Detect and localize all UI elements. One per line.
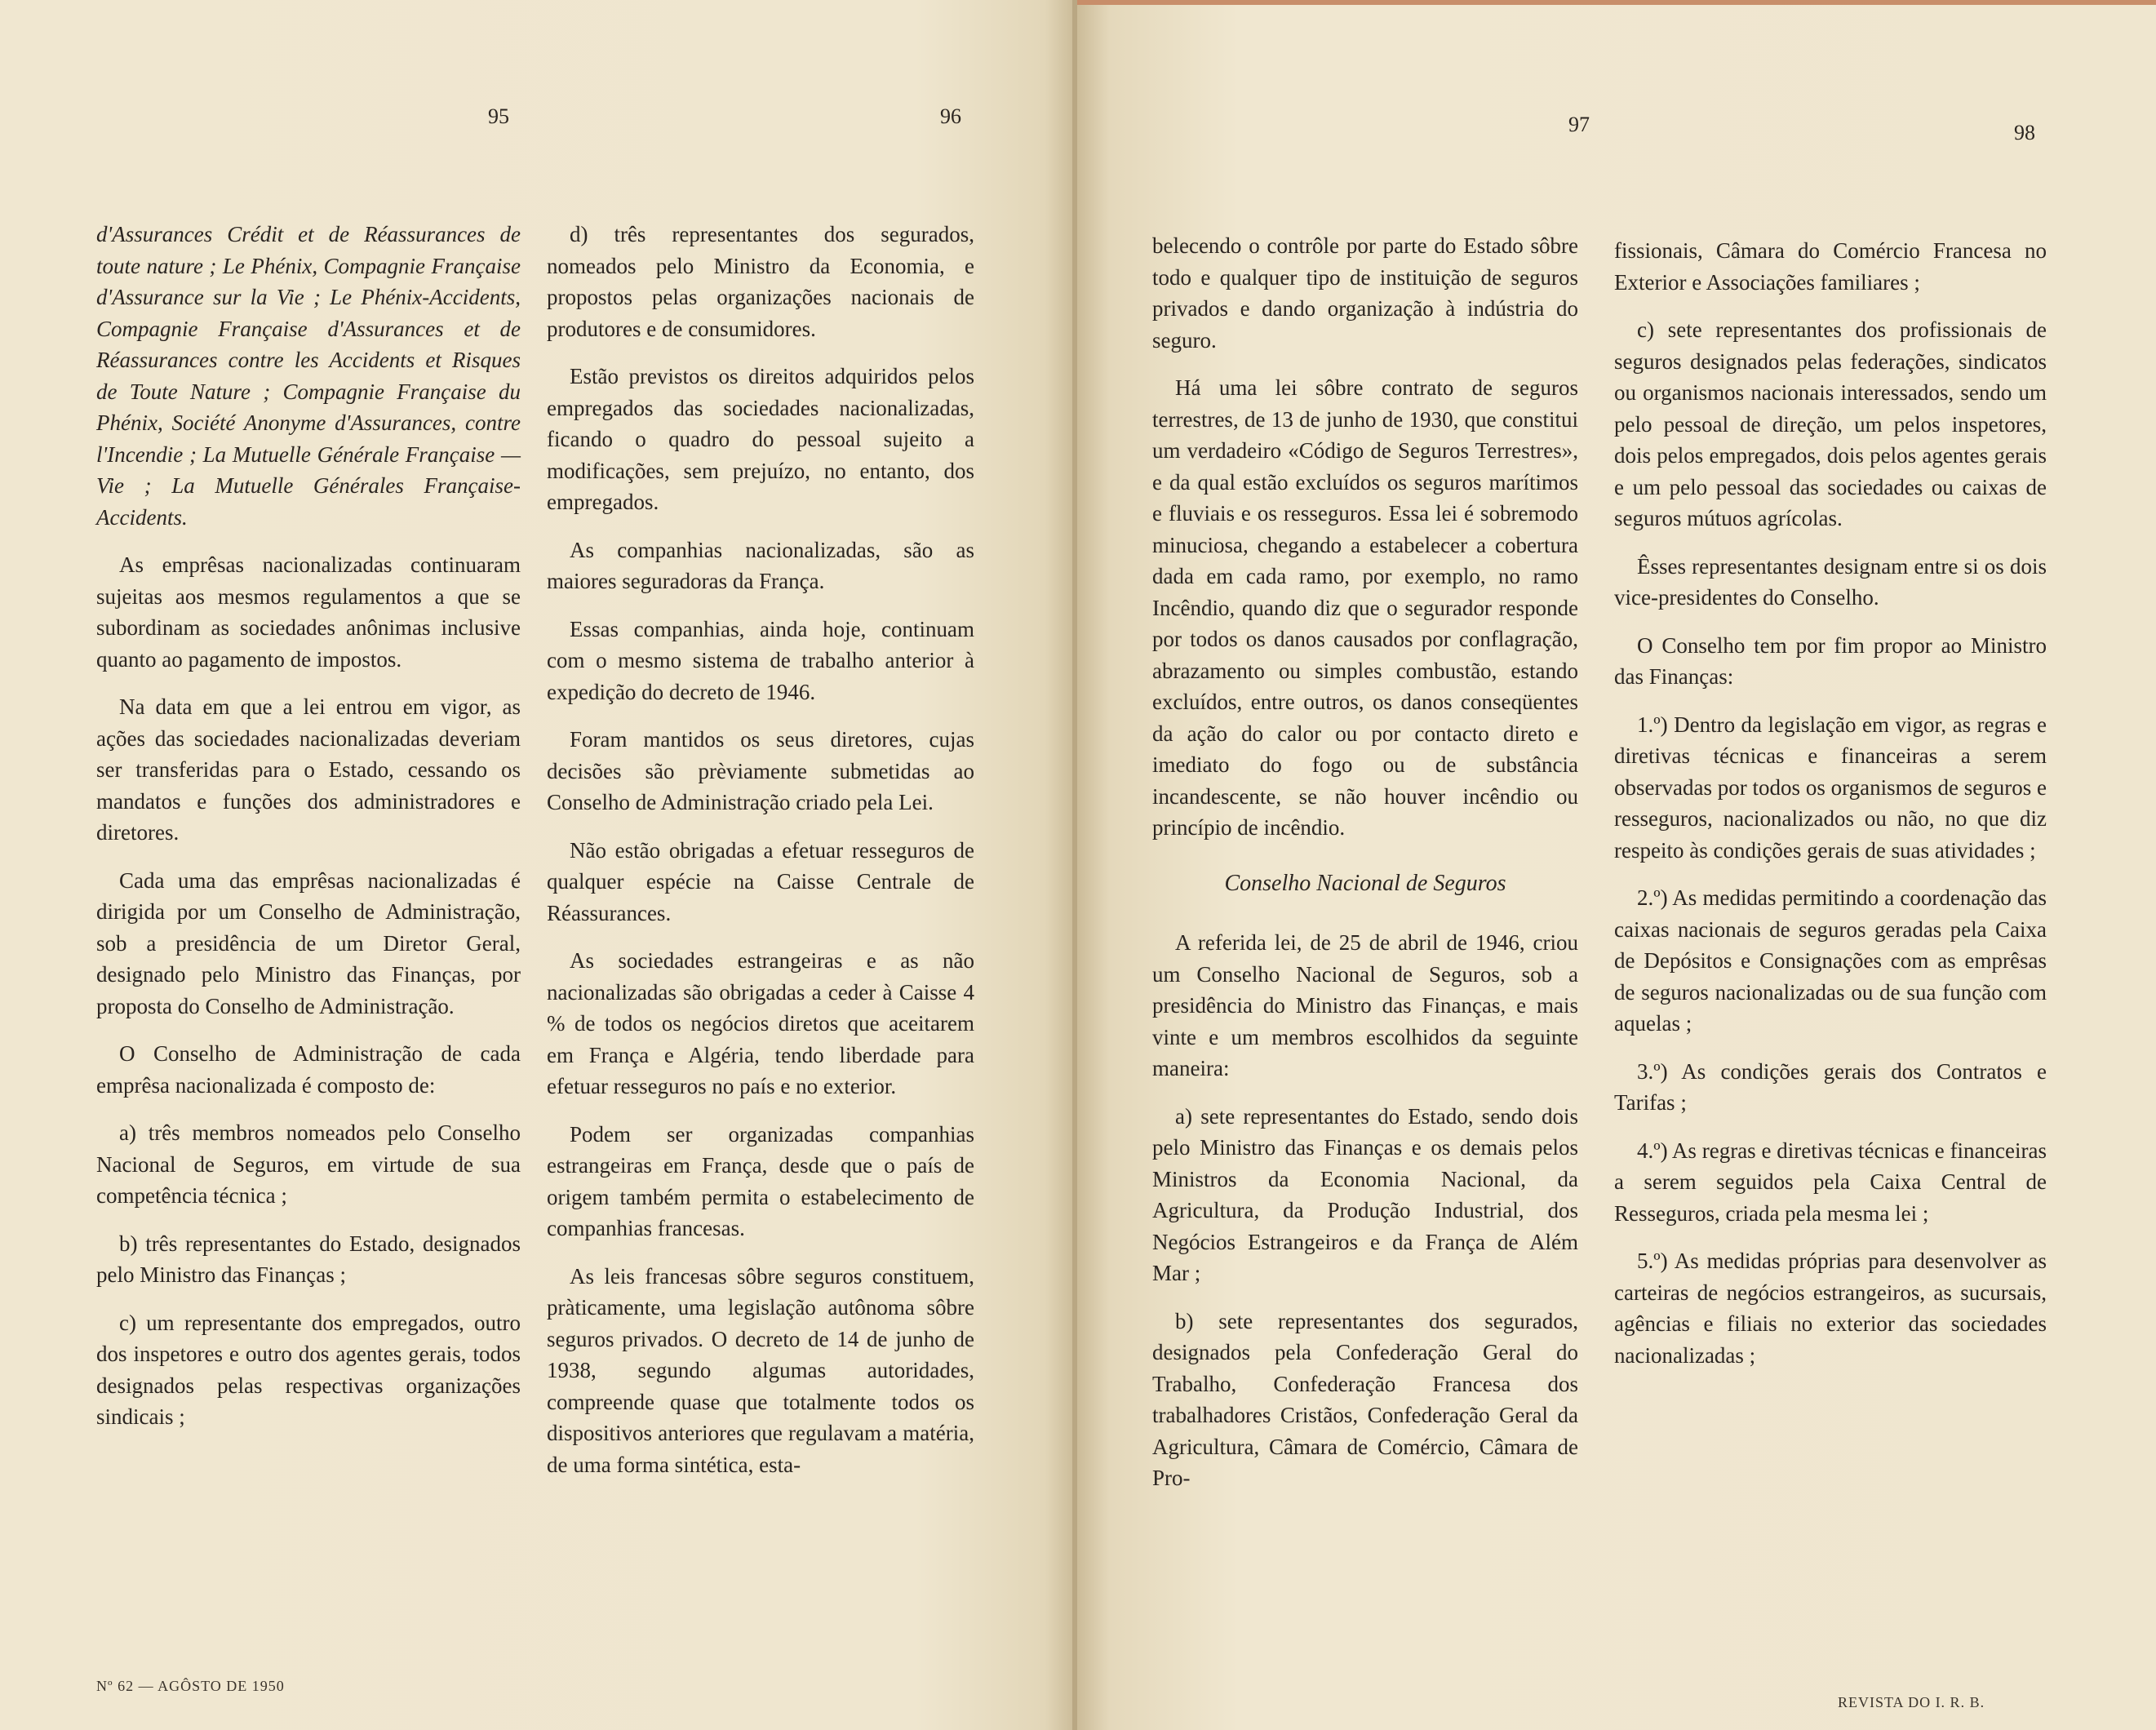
paragraph: O Conselho tem por fim propor ao Ministro das Finanças: [1614, 632, 2047, 689]
page-number-95: 95 [488, 104, 509, 128]
paragraph: Essas companhias, ainda hoje, continuam com o mesmo sistema de trabalho anterior à expedição do decreto de 1946. [547, 616, 974, 704]
column-page-96 [547, 219, 974, 1497]
right-page [1077, 0, 2156, 1730]
list-item: b) três representantes do Estado, designados pelo Ministro das Finanças ; [96, 1231, 521, 1287]
paragraph: O Conselho de Administração de cada emprêsa nacionalizada é composto de: [96, 1041, 521, 1098]
list-item: a) três membros nomeados pelo Conselho Nacional de Seguros, em virtude de sua competência técnica ; [96, 1120, 521, 1208]
paragraph: As sociedades estrangeiras e as não nacionalizadas são obrigadas a ceder à Caisse 4 % de todos os negócios diretos que aceitarem em França e Algéria, tendo liberdade para efetuar resseguros no país e no exterior. [547, 948, 974, 1098]
page-number-97: 97 [1568, 113, 1590, 136]
paragraph: Na data em que a lei entrou em vigor, as ações das sociedades nacionalizadas deveriam ser transferidas para o Estado, cessando os mandatos e funções dos administradores e diretores. [96, 694, 521, 845]
paragraph: Cada uma das emprêsas nacionalizadas é dirigida por um Conselho de Administração, sob a presidência de um Diretor Geral, designado pelo Ministro das Finanças, por proposta do Conselho de Administração. [96, 867, 521, 1018]
list-item: a) sete representantes do Estado, sendo dois pelo Ministro das Finanças e os demais pelos Ministros da Economia Nacional, da Agricultura, da Produção Industrial, dos Negócios Estrangeiros e da França de Além Mar ; [1152, 1103, 1578, 1285]
column-page-97 [1152, 230, 1578, 1510]
left-page [0, 0, 1077, 1730]
paragraph: Podem ser organizadas companhias estrangeiras em França, desde que o país de origem também permita o estabelecimento de companhias francesas. [547, 1121, 974, 1240]
list-item: 2.º) As medidas permitindo a coordenação das caixas nacionais de seguros geradas pela Caixa de Depósitos e Consignações com as emprêsas de seguros nacionalizadas ou de sua função com aquelas ; [1614, 885, 2047, 1036]
paragraph: belecendo o contrôle por parte do Estado sôbre todo e qualquer tipo de instituição de seguros privados e dando organização à indústria do seguro. [1152, 233, 1578, 353]
paragraph: As emprêsas nacionalizadas continuaram sujeitas aos mesmos regulamentos a que se subordinam as sociedades anônimas inclusive quanto ao pagamento de impostos. [96, 552, 521, 672]
list-item: 3.º) As condições gerais dos Contratos e Tarifas ; [1614, 1058, 2047, 1115]
list-item: 1.º) Dentro da legislação em vigor, as regras e diretivas técnicas e financeiras a serem observadas por todos os organismos de seguros e resseguros, nacionalizados ou não, no que diz respeito às condições gerais de suas atividades ; [1614, 712, 2047, 863]
page-number-96: 96 [940, 104, 961, 128]
footer-journal: REVISTA DO I. R. B. [1838, 1694, 1985, 1710]
page-number-98: 98 [2014, 121, 2035, 144]
list-item: c) sete representantes dos profissionais de seguros designados pelas federações, sindicatos ou organismos nacionais interessados, sendo um pelo pessoal de direção, um pelos inspetores, dois pelos empregados, dois pelos agentes gerais e um pelo pessoal das sociedades ou caixas de seguros mútuos agrícolas. [1614, 317, 2047, 530]
paragraph: Êsses representantes designam entre si os dois vice-presidentes do Conselho. [1614, 553, 2047, 610]
paragraph: fissionais, Câmara do Comércio Francesa no Exterior e Associações familiares ; [1614, 238, 2047, 295]
paragraph: Há uma lei sôbre contrato de seguros terrestres, de 13 de junho de 1930, que constitui um verdadeiro «Código de Seguros Terrestres», e da qual estão excluídos os seguros marítimos e fluviais e os resseguros. Essa lei é sobremodo minuciosa, chegando a estabelecer a cobertura dada em cada ramo, por exemplo, no ramo Incêndio, quando diz que o segurador responde por todos os danos causados por conflagração, abrazamento ou simples combustão, estando excluídos, entre outros, os danos conseqüentes da ação do calor ou por contacto direto e imediato do fogo ou de substância incandescente, se não houver incêndio ou princípio de incêndio. [1152, 375, 1578, 840]
paragraph: Não estão obrigadas a efetuar resseguros de qualquer espécie na Caisse Centrale de Réassurances. [547, 837, 974, 925]
paragraph: d'Assurances Crédit et de Réassurances de toute nature ; Le Phénix, Compagnie Française d'Assurance sur la Vie ; Le Phénix-Accidents, Compagnie Française d'Assurances et de Réassurances contre les Accidents et Risques de Toute Nature ; Compagnie Française du Phénix, Société Anonyme d'Assurances, contre l'Incendie ; La Mutuelle Générale Française — Vie ; La Mutuelle Générales Française-Accidents. [96, 222, 521, 530]
list-item: d) três representantes dos segurados, nomeados pelo Ministro da Economia, e propostos pelas organizações nacionais de produtores e de consumidores. [547, 222, 974, 341]
section-heading: Conselho Nacional de Seguros [1224, 870, 1506, 896]
paragraph: Foram mantidos os seus diretores, cujas decisões são prèviamente submetidas ao Conselho de Administração criado pela Lei. [547, 727, 974, 814]
paragraph: Estão previstos os direitos adquiridos pelos empregados das sociedades nacionalizadas, ficando o quadro do pessoal sujeito a modificações, sem prejuízo, no entanto, dos empregados. [547, 364, 974, 514]
paragraph: As leis francesas sôbre seguros constituem, pràticamente, uma legislação autônoma sôbre seguros privados. O decreto de 14 de junho de 1938, segundo algumas autoridades, compreende quase que totalmente todos os dispositivos anteriores que regulavam a matéria, de uma forma sintética, esta- [547, 1263, 974, 1477]
column-page-95 [96, 219, 521, 1449]
list-item: 5.º) As medidas próprias para desenvolver as carteiras de negócios estrangeiros, as sucursais, agências e filiais no exterior das sociedades nacionalizadas ; [1614, 1249, 2047, 1368]
list-item: 4.º) As regras e diretivas técnicas e financeiras a serem seguidos pela Caixa Central de Resseguros, criada pela mesma lei ; [1614, 1138, 2047, 1226]
list-item: c) um representante dos empregados, outro dos inspetores e outro dos agentes gerais, todos designados pelas respectivas organizações sindicais ; [96, 1310, 521, 1429]
column-page-98 [1614, 235, 2047, 1387]
paragraph: A referida lei, de 25 de abril de 1946, criou um Conselho Nacional de Seguros, sob a presidência do Ministro das Finanças, e mais vinte e um membros escolhidos da seguinte maneira: [1152, 930, 1578, 1080]
footer-issue: Nº 62 — AGÔSTO DE 1950 [96, 1678, 285, 1694]
paragraph: As companhias nacionalizadas, são as maiores seguradoras da França. [547, 537, 974, 593]
list-item: b) sete representantes dos segurados, designados pela Confederação Geral do Trabalho, Confederação Francesa dos trabalhadores Cristãos, Confederação Geral da Agricultura, Câmara de Comércio, Câmara de Pro- [1152, 1308, 1578, 1490]
